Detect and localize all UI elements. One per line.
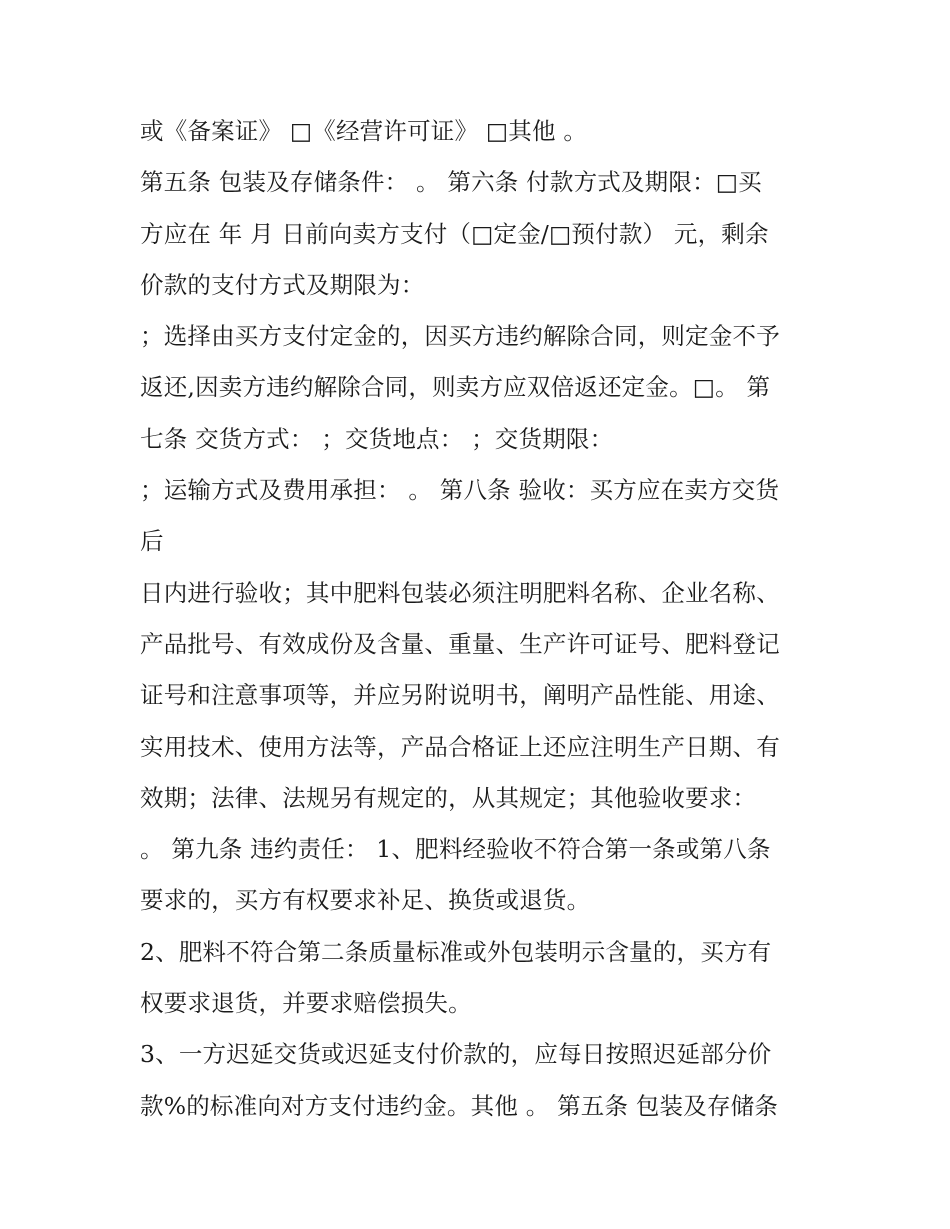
text-line: 或《备案证》 □《经营许可证》 □其他 。 <box>140 117 588 145</box>
text-line: 日内进行验收；其中肥料包装必须注明肥料名称、企业名称、 <box>140 578 780 607</box>
text-line: 要求的，买方有权要求补足、换货或退货。 <box>140 886 591 915</box>
text-line: 第五条 包装及存储条件： 。 第六条 付款方式及期限：□买 <box>140 168 762 197</box>
text-line: 后 <box>140 527 164 556</box>
text-line: 实用技术、使用方法等，产品合格证上还应注明生产日期、有 <box>140 732 780 761</box>
text-line: ；运输方式及费用承担： 。 第八条 验收：买方应在卖方交货 <box>140 476 780 505</box>
text-line: 返还,因卖方违约解除合同，则卖方应双倍返还定金。□。 第 <box>140 373 771 402</box>
text-line: 2、肥料不符合第二条质量标准或外包装明示含量的，买方有 <box>140 937 772 966</box>
text-line: 价款的支付方式及期限为： <box>140 270 425 299</box>
text-line: 证号和注意事项等，并应另附说明书，阐明产品性能、用途、 <box>140 681 780 710</box>
text-line: 效期；法律、法规另有规定的，从其规定；其他验收要求： <box>140 783 757 812</box>
text-line: 3、一方迟延交货或迟延支付价款的，应每日按照迟延部分价 <box>140 1040 772 1069</box>
text-line: 产品批号、有效成份及含量、重量、生产许可证号、肥料登记 <box>140 629 780 658</box>
text-line: 七条 交货方式： ；交货地点： ；交货期限： <box>140 424 614 453</box>
text-line: 方应在 年 月 日前向卖方支付（□定金/□预付款） 元，剩余 <box>140 219 769 248</box>
text-line: 权要求退货，并要求赔偿损失。 <box>140 989 472 1018</box>
text-line: 款%的标准向对方支付违约金。其他 。 第五条 包装及存储条 <box>140 1091 779 1120</box>
text-line: ；选择由买方支付定金的，因买方违约解除合同，则定金不予 <box>140 322 780 351</box>
document-body <box>140 106 820 1132</box>
text-line: 。 第九条 违约责任： 1、肥料经验收不符合第一条或第八条 <box>140 835 771 864</box>
